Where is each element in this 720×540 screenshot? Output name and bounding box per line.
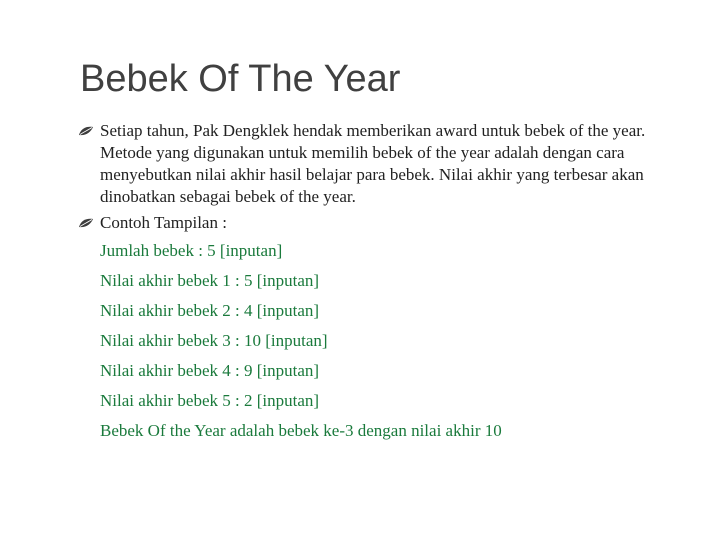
- slide-title: Bebek Of The Year: [80, 58, 401, 100]
- output-line-result: Bebek Of the Year adalah bebek ke-3 dengan nilai akhir 10: [100, 421, 502, 440]
- leaf-bullet-icon: [78, 126, 94, 136]
- bullet-example: [78, 212, 678, 446]
- output-line: Nilai akhir bebek 5 : 2 [inputan]: [100, 391, 320, 410]
- output-line: Nilai akhir bebek 2 : 4 [inputan]: [100, 301, 320, 320]
- output-line: Nilai akhir bebek 4 : 9 [inputan]: [100, 361, 320, 380]
- bullet-list: [78, 120, 678, 450]
- example-output: [100, 236, 678, 446]
- output-line: Jumlah bebek : 5 [inputan]: [100, 241, 283, 260]
- output-line: Nilai akhir bebek 1 : 5 [inputan]: [100, 271, 320, 290]
- output-line: Nilai akhir bebek 3 : 10 [inputan]: [100, 331, 328, 350]
- leaf-bullet-icon: [78, 218, 94, 228]
- bullet-description: [78, 120, 678, 208]
- bullet-example-text: Contoh Tampilan :: [100, 213, 227, 232]
- bullet-description-text: Setiap tahun, Pak Dengklek hendak memberikan award untuk bebek of the year. Metode yang digunakan untuk memilih bebek of the year adalah dengan cara menyebutkan nilai akhir hasil belajar para bebek. Nilai akhir yang terbesar akan dinobatkan sebagai bebek of the year.: [100, 121, 646, 206]
